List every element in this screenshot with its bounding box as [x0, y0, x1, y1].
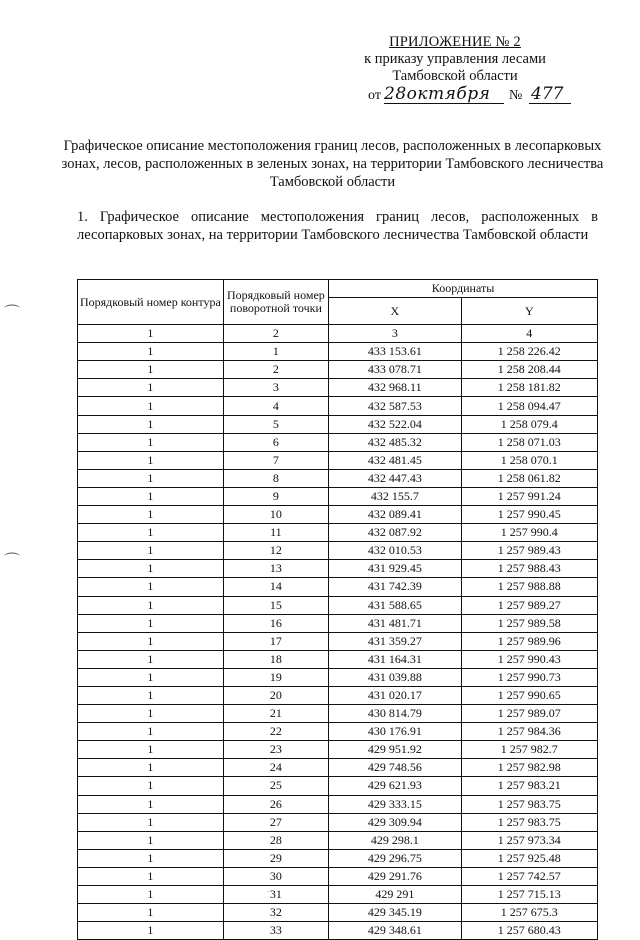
- table-row: [78, 922, 598, 940]
- scan-margin-mark: ⌒: [4, 553, 21, 570]
- table-row: [78, 433, 598, 451]
- contour-cell: 1: [78, 723, 224, 741]
- document-title: Графическое описание местоположения границ лесов, расположенных в лесопарковых зонах, лесов, расположенных в зеленых зонах, на территории Тамбовского лесничества Тамбовской области: [61, 138, 604, 190]
- x-cell: 429 296.75: [329, 849, 461, 867]
- point-cell: 26: [223, 795, 328, 813]
- y-cell: 1 257 990.4: [461, 524, 597, 542]
- header-contour: Порядковый номер контура: [78, 280, 224, 325]
- contour-cell: 1: [78, 524, 224, 542]
- y-cell: 1 257 983.75: [461, 795, 597, 813]
- contour-cell: 1: [78, 343, 224, 361]
- header-coords: Координаты: [329, 280, 598, 298]
- point-cell: 3: [223, 379, 328, 397]
- x-cell: 429 291.76: [329, 867, 461, 885]
- x-cell: 432 010.53: [329, 542, 461, 560]
- point-cell: 20: [223, 686, 328, 704]
- contour-cell: 1: [78, 433, 224, 451]
- appendix-header: [340, 34, 570, 85]
- point-cell: 1: [223, 343, 328, 361]
- point-cell: 27: [223, 813, 328, 831]
- y-cell: 1 257 989.43: [461, 542, 597, 560]
- header-point: Порядковый номер поворотной точки: [223, 280, 328, 325]
- x-cell: 431 929.45: [329, 560, 461, 578]
- x-cell: 430 176.91: [329, 723, 461, 741]
- index-cell: 1: [78, 325, 224, 343]
- point-cell: 18: [223, 650, 328, 668]
- x-cell: 429 333.15: [329, 795, 461, 813]
- y-cell: 1 257 989.27: [461, 596, 597, 614]
- x-cell: 429 621.93: [329, 777, 461, 795]
- x-cell: 432 089.41: [329, 506, 461, 524]
- table-row: [78, 795, 598, 813]
- x-cell: 431 020.17: [329, 686, 461, 704]
- point-cell: 7: [223, 451, 328, 469]
- x-cell: 432 155.7: [329, 487, 461, 505]
- point-cell: 14: [223, 578, 328, 596]
- point-cell: 16: [223, 614, 328, 632]
- contour-cell: 1: [78, 777, 224, 795]
- x-cell: 429 291: [329, 886, 461, 904]
- index-cell: 2: [223, 325, 328, 343]
- scan-margin-mark: ⌒: [4, 305, 21, 322]
- appendix-region-line: Тамбовской области: [392, 68, 518, 84]
- y-cell: 1 257 983.21: [461, 777, 597, 795]
- contour-cell: 1: [78, 379, 224, 397]
- y-cell: 1 257 990.65: [461, 686, 597, 704]
- point-cell: 10: [223, 506, 328, 524]
- contour-cell: 1: [78, 886, 224, 904]
- point-cell: 9: [223, 487, 328, 505]
- y-cell: 1 257 982.7: [461, 741, 597, 759]
- point-cell: 21: [223, 705, 328, 723]
- number-underline: [529, 103, 571, 104]
- table-row: [78, 741, 598, 759]
- point-cell: 4: [223, 397, 328, 415]
- handwritten-date: 28октября: [384, 84, 491, 104]
- contour-cell: 1: [78, 922, 224, 940]
- x-cell: 429 348.61: [329, 922, 461, 940]
- x-cell: 431 164.31: [329, 650, 461, 668]
- point-cell: 23: [223, 741, 328, 759]
- table-row: [78, 759, 598, 777]
- y-cell: 1 257 989.07: [461, 705, 597, 723]
- index-cell: 3: [329, 325, 461, 343]
- table-row: [78, 343, 598, 361]
- table-row: [78, 867, 598, 885]
- y-cell: 1 257 990.45: [461, 506, 597, 524]
- contour-cell: 1: [78, 813, 224, 831]
- contour-cell: 1: [78, 904, 224, 922]
- x-cell: 429 298.1: [329, 831, 461, 849]
- y-cell: 1 257 982.98: [461, 759, 597, 777]
- contour-cell: 1: [78, 795, 224, 813]
- contour-cell: 1: [78, 741, 224, 759]
- point-cell: 6: [223, 433, 328, 451]
- contour-cell: 1: [78, 831, 224, 849]
- date-prefix: от: [368, 88, 381, 103]
- y-cell: 1 258 079.4: [461, 415, 597, 433]
- contour-cell: 1: [78, 705, 224, 723]
- point-cell: 2: [223, 361, 328, 379]
- contour-cell: 1: [78, 397, 224, 415]
- table-row: [78, 451, 598, 469]
- date-underline: [384, 103, 504, 104]
- table-row: [78, 886, 598, 904]
- x-cell: 431 481.71: [329, 614, 461, 632]
- contour-cell: 1: [78, 596, 224, 614]
- x-cell: 433 078.71: [329, 361, 461, 379]
- x-cell: 429 309.94: [329, 813, 461, 831]
- table-row: [78, 379, 598, 397]
- table-row: [78, 560, 598, 578]
- number-prefix: №: [509, 88, 523, 103]
- y-cell: 1 257 715.13: [461, 886, 597, 904]
- y-cell: 1 257 991.24: [461, 487, 597, 505]
- table-row: [78, 469, 598, 487]
- contour-cell: 1: [78, 361, 224, 379]
- y-cell: 1 257 990.43: [461, 650, 597, 668]
- page-mark: ·: [267, 888, 270, 896]
- table-row: [78, 777, 598, 795]
- section-title: 1. Графическое описание местоположения границ лесов, расположенных в лесопарковых зонах, на территории Тамбовского лесничества Тамбовской области: [77, 209, 598, 243]
- contour-cell: 1: [78, 686, 224, 704]
- y-cell: 1 257 988.43: [461, 560, 597, 578]
- x-cell: 432 481.45: [329, 451, 461, 469]
- table-row: [78, 813, 598, 831]
- table-row: [78, 487, 598, 505]
- table-row: [78, 596, 598, 614]
- table-body: [78, 343, 598, 940]
- table-row: [78, 415, 598, 433]
- point-cell: 22: [223, 723, 328, 741]
- contour-cell: 1: [78, 560, 224, 578]
- x-cell: 431 359.27: [329, 632, 461, 650]
- contour-cell: 1: [78, 451, 224, 469]
- y-cell: 1 258 061.82: [461, 469, 597, 487]
- y-cell: 1 258 181.82: [461, 379, 597, 397]
- contour-cell: 1: [78, 542, 224, 560]
- table-row: [78, 397, 598, 415]
- y-cell: 1 258 071.03: [461, 433, 597, 451]
- y-cell: 1 257 675.3: [461, 904, 597, 922]
- y-cell: 1 257 990.73: [461, 668, 597, 686]
- x-cell: 431 039.88: [329, 668, 461, 686]
- appendix-order-line: к приказу управления лесами: [364, 51, 546, 67]
- table-row: [78, 614, 598, 632]
- contour-cell: 1: [78, 487, 224, 505]
- table-row: [78, 831, 598, 849]
- y-cell: 1 258 070.1: [461, 451, 597, 469]
- point-cell: 31: [223, 886, 328, 904]
- point-cell: 8: [223, 469, 328, 487]
- contour-cell: 1: [78, 614, 224, 632]
- y-cell: 1 257 742.57: [461, 867, 597, 885]
- point-cell: 12: [223, 542, 328, 560]
- table-row: [78, 506, 598, 524]
- table-row: [78, 668, 598, 686]
- x-cell: 432 485.32: [329, 433, 461, 451]
- table-row: [78, 650, 598, 668]
- y-cell: 1 257 973.34: [461, 831, 597, 849]
- header-y: Y: [461, 298, 597, 325]
- x-cell: 430 814.79: [329, 705, 461, 723]
- table-row: [78, 849, 598, 867]
- order-date-line: [368, 86, 578, 106]
- x-cell: 431 742.39: [329, 578, 461, 596]
- coordinates-table: [77, 279, 598, 940]
- point-cell: 30: [223, 867, 328, 885]
- y-cell: 1 257 989.58: [461, 614, 597, 632]
- appendix-title: ПРИЛОЖЕНИЕ № 2: [389, 34, 521, 50]
- point-cell: 17: [223, 632, 328, 650]
- y-cell: 1 257 983.75: [461, 813, 597, 831]
- contour-cell: 1: [78, 668, 224, 686]
- table-index-row: [78, 325, 598, 343]
- point-cell: 29: [223, 849, 328, 867]
- x-cell: 433 153.61: [329, 343, 461, 361]
- point-cell: 13: [223, 560, 328, 578]
- x-cell: 429 951.92: [329, 741, 461, 759]
- index-cell: 4: [461, 325, 597, 343]
- point-cell: 5: [223, 415, 328, 433]
- y-cell: 1 257 988.88: [461, 578, 597, 596]
- table-row: [78, 686, 598, 704]
- x-cell: 432 587.53: [329, 397, 461, 415]
- contour-cell: 1: [78, 849, 224, 867]
- table-row: [78, 542, 598, 560]
- point-cell: 32: [223, 904, 328, 922]
- contour-cell: 1: [78, 759, 224, 777]
- point-cell: 25: [223, 777, 328, 795]
- y-cell: 1 257 680.43: [461, 922, 597, 940]
- x-cell: 429 748.56: [329, 759, 461, 777]
- y-cell: 1 258 226.42: [461, 343, 597, 361]
- handwritten-number: 477: [531, 84, 564, 104]
- point-cell: 33: [223, 922, 328, 940]
- contour-cell: 1: [78, 867, 224, 885]
- point-cell: 15: [223, 596, 328, 614]
- table-row: [78, 578, 598, 596]
- table-row: [78, 524, 598, 542]
- table-row: [78, 705, 598, 723]
- x-cell: 429 345.19: [329, 904, 461, 922]
- x-cell: 432 968.11: [329, 379, 461, 397]
- y-cell: 1 257 989.96: [461, 632, 597, 650]
- x-cell: 432 522.04: [329, 415, 461, 433]
- point-cell: 19: [223, 668, 328, 686]
- header-x: X: [329, 298, 461, 325]
- point-cell: 28: [223, 831, 328, 849]
- x-cell: 431 588.65: [329, 596, 461, 614]
- x-cell: 432 447.43: [329, 469, 461, 487]
- x-cell: 432 087.92: [329, 524, 461, 542]
- y-cell: 1 257 984.36: [461, 723, 597, 741]
- contour-cell: 1: [78, 469, 224, 487]
- contour-cell: 1: [78, 578, 224, 596]
- table-row: [78, 904, 598, 922]
- y-cell: 1 258 094.47: [461, 397, 597, 415]
- point-cell: 24: [223, 759, 328, 777]
- contour-cell: 1: [78, 506, 224, 524]
- table-row: [78, 632, 598, 650]
- table-row: [78, 723, 598, 741]
- point-cell: 11: [223, 524, 328, 542]
- y-cell: 1 258 208.44: [461, 361, 597, 379]
- y-cell: 1 257 925.48: [461, 849, 597, 867]
- table-row: [78, 361, 598, 379]
- contour-cell: 1: [78, 415, 224, 433]
- table-header-row: [78, 280, 598, 298]
- contour-cell: 1: [78, 632, 224, 650]
- contour-cell: 1: [78, 650, 224, 668]
